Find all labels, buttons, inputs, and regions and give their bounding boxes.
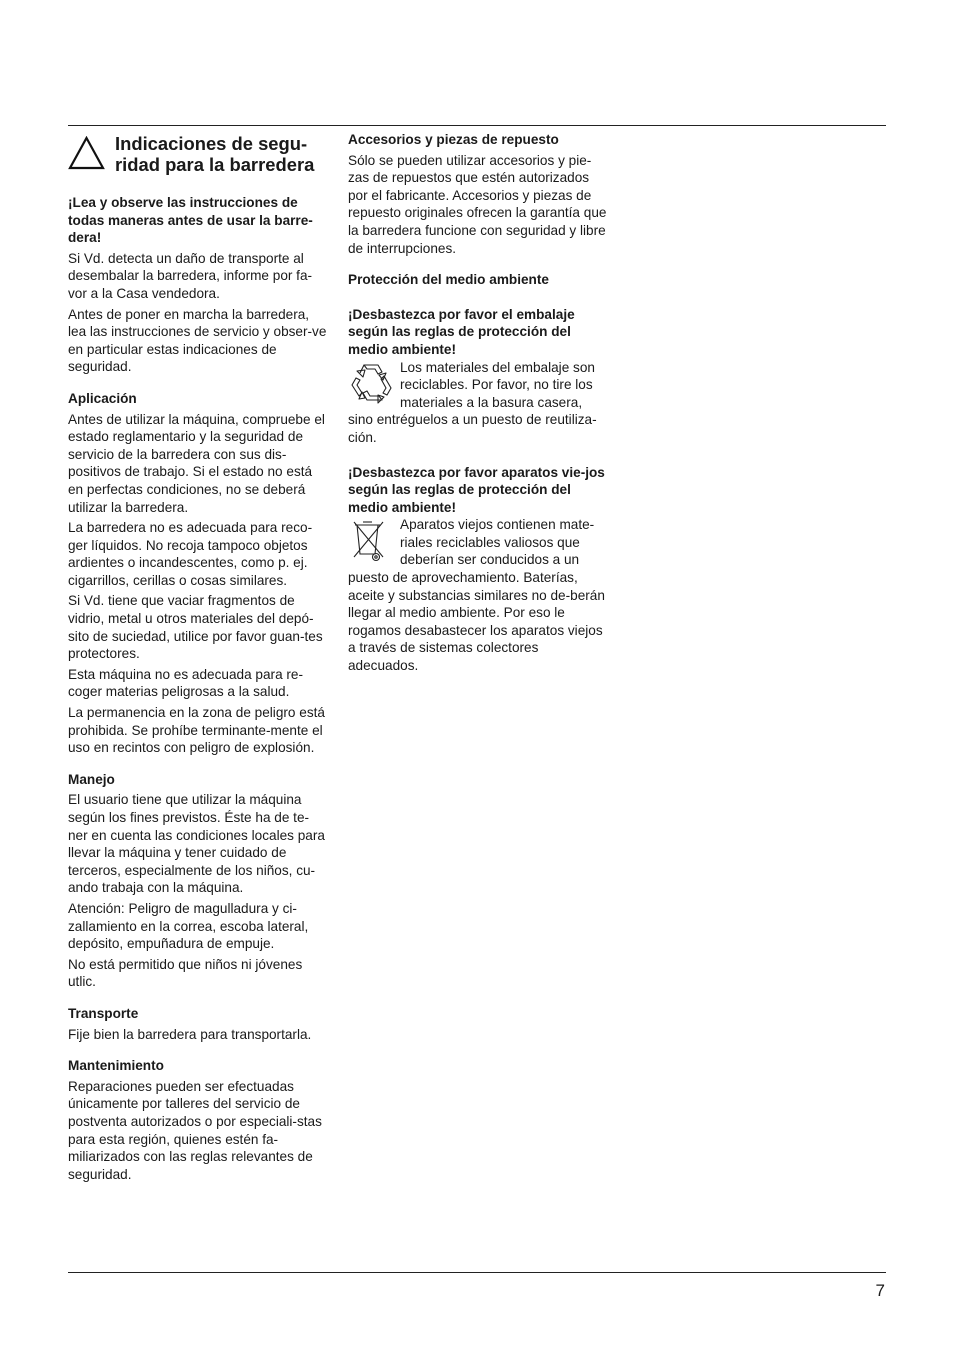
heading-aplicacion: Aplicación	[68, 390, 137, 406]
aplicacion-paragraph-2: La barredera no es adecuada para reco-ger líquidos. No recoja tampoco objetos ardientes o incandescentes, como p. ej. cigarrillos, cerillas o cosas similares.	[68, 520, 313, 588]
heading-transporte: Transporte	[68, 1005, 139, 1021]
page-title	[115, 133, 328, 175]
crossed-bin-icon	[348, 516, 394, 566]
warning-triangle-icon	[68, 136, 105, 170]
title-line-1: Indicaciones de segu-	[115, 133, 308, 154]
bottom-rule	[68, 1272, 886, 1273]
recycle-icon	[348, 359, 394, 409]
aplicacion-paragraph-3: Si Vd. tiene que vaciar fragmentos de vidrio, metal u otros materiales del depó-sito de suciedad, utilice por favor guan-tes protectores.	[68, 593, 323, 662]
left-column	[68, 131, 328, 1186]
heading-manejo: Manejo	[68, 771, 115, 787]
intro-paragraph-1: Si Vd. detecta un daño de transporte al desembalar la barredera, informe por fa-vor a la Casa vendedora.	[68, 250, 313, 301]
embalaje-block	[348, 359, 610, 447]
aplicacion-paragraph-4: Esta máquina no es adecuada para re-coger materias peligrosas a la salud.	[68, 666, 304, 700]
aplicacion-paragraph-1: Antes de utilizar la máquina, compruebe el estado reglamentario y la seguridad de servicio de la barredera con sus dis-positivos de trabajo. Si el estado no está en perfectas condiciones, no se deberá utilizar la barredera.	[68, 411, 325, 515]
heading-medio-ambiente: Protección del medio ambiente	[348, 272, 549, 288]
aparatos-block	[348, 516, 610, 674]
title-line-2: ridad para la barredera	[115, 154, 315, 175]
transporte-paragraph-1: Fije bien la barredera para transportarla.	[68, 1026, 312, 1042]
aplicacion-paragraph-5: La permanencia en la zona de peligro está prohibida. Se prohíbe terminante-mente el uso en recintos con peligro de explosión.	[68, 705, 325, 756]
page-number: 7	[875, 1281, 885, 1300]
aparatos-heading: ¡Desbastezca por favor aparatos vie-jos según las reglas de protección del medio ambiente!	[348, 464, 605, 515]
middle-column	[348, 131, 610, 675]
top-rule	[68, 125, 886, 126]
heading-mantenimiento: Mantenimiento	[68, 1058, 164, 1074]
intro-paragraph-2: Antes de poner en marcha la barredera, lea las instrucciones de servicio y obser-ve en particular estas indicaciones de seguridad.	[68, 306, 327, 375]
aparatos-text: Aparatos viejos contienen mate-riales reciclables valiosos que deberían ser conducidos a un puesto de aprovechamiento. Baterías, aceite y substancias similares no de-berán llegar al medio ambiente. Por eso le rogamos desabastecer los aparatos viejos a través de sistemas colectores adecuados.	[348, 517, 605, 674]
section-title	[68, 133, 328, 175]
embalaje-heading: ¡Desbastezca por favor el embalaje según las reglas de protección del medio ambiente!	[348, 306, 575, 357]
intro-warning: ¡Lea y observe las instrucciones de todas maneras antes de usar la barre-dera!	[68, 195, 313, 246]
manejo-paragraph-3: No está permitido que niños ni jóvenes utlic.	[68, 956, 303, 990]
mantenimiento-paragraph-1: Reparaciones pueden ser efectuadas únicamente por talleres del servicio de postventa autorizados o por especiali-stas para esta región, quienes estén fa-miliarizados con las reglas relevantes de seguridad.	[68, 1078, 322, 1182]
manejo-paragraph-1: El usuario tiene que utilizar la máquina según los fines previstos. Éste ha de te-ner en cuenta las condiciones locales para llevar la máquina y tener cuidado de terceros, especialmente de los niños, cu-ando trabaja con la máquina.	[68, 792, 325, 896]
manejo-paragraph-2: Atención: Peligro de magulladura y ci-zallamiento en la correa, escoba lateral, depósito, empuñadura de empuje.	[68, 900, 309, 952]
accesorios-paragraph-1: Sólo se pueden utilizar accesorios y pie-zas de repuestos que estén autorizados por el fabricante. Accesorios y piezas de repuesto originales ofrecen la garantía que la barredera funcione con seguridad y libre de interrupciones.	[348, 152, 607, 256]
heading-accesorios: Accesorios y piezas de repuesto	[348, 132, 559, 147]
embalaje-text: Los materiales del embalaje son reciclables. Por favor, no tire los materiales a la basura casera, sino entréguelos a un puesto de reutiliza-ción.	[348, 359, 597, 445]
